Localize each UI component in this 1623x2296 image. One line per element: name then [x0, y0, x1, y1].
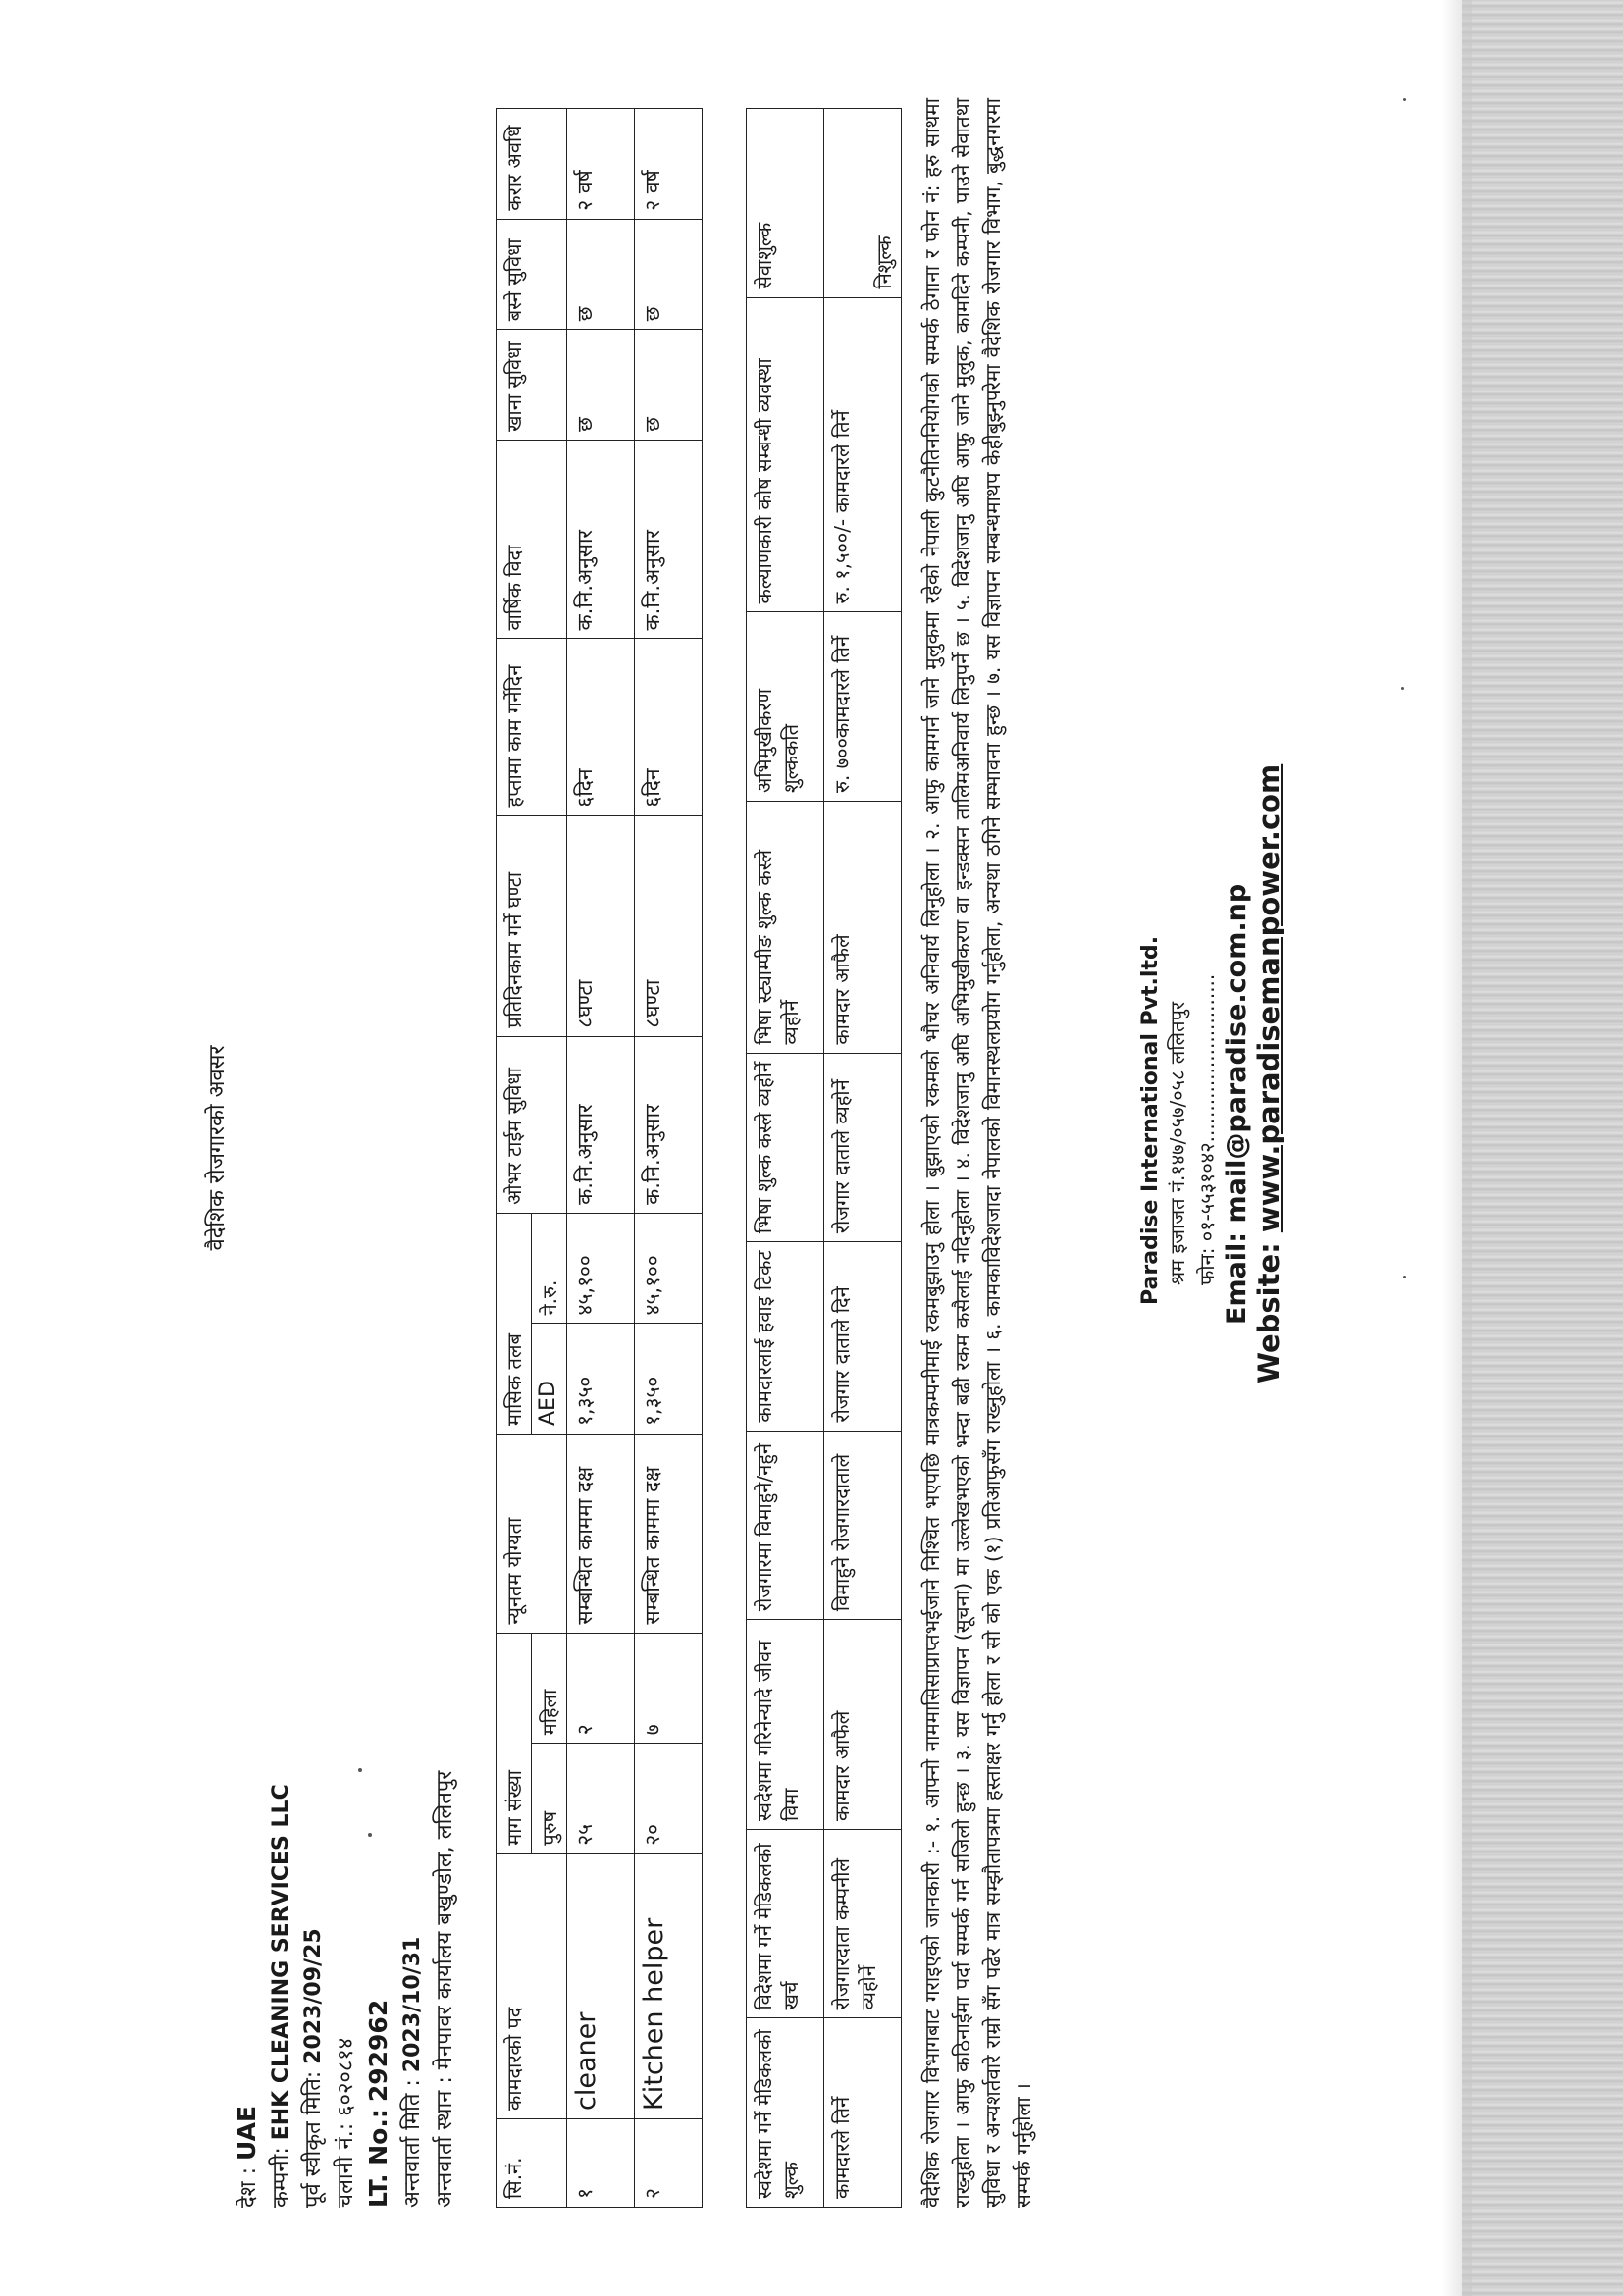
cost-value: विमाहुने रोजगारदाताले — [824, 1431, 902, 1620]
cell-food: छ — [635, 330, 703, 441]
website-label: Website: — [1252, 1242, 1285, 1383]
header-overtime: ओभर टाईम सुविधा — [497, 1036, 567, 1213]
cell-aed: १,३५० — [635, 1324, 703, 1435]
cell-sn: २ — [635, 2118, 703, 2207]
header-sn: सि.नं. — [497, 2118, 567, 2207]
agency-website[interactable]: www.paradisemanpower.com — [1252, 763, 1285, 1233]
cell-npr: ४५,१०० — [635, 1213, 703, 1324]
header-aed: AED — [532, 1324, 567, 1435]
cell-annual-leave: क.नि.अनुसार — [567, 440, 635, 639]
header-daily-hours: प्रतिदिनकाम गर्ने घण्टा — [497, 815, 567, 1036]
header-qualification: न्यूनतम योग्यता — [497, 1435, 567, 1634]
table-row — [567, 109, 635, 2208]
agency-email[interactable]: mail@paradise.com.np — [1222, 883, 1252, 1224]
cost-value: रोजगार दाताले व्यहोर्ने — [824, 1053, 902, 1242]
header-npr: ने.रु. — [532, 1213, 567, 1324]
cell-overtime: क.नि.अनुसार — [567, 1036, 635, 1213]
cell-position: Kitchen helper — [635, 1853, 703, 2118]
cell-weekly-days: ६दिन — [567, 639, 635, 815]
agency-license: श्रम इजाजत नं.१४७/०५७/०५८ ललितपुर — [1166, 1001, 1189, 1285]
lt-line — [362, 1325, 396, 2208]
lt-value: 292962 — [364, 1999, 393, 2103]
cell-daily-hours: ८घण्टा — [567, 815, 635, 1036]
preapproval-label: पूर्व स्वीकृत मिति: — [301, 2070, 326, 2208]
header-male: पुरुष — [532, 1744, 567, 1854]
notes-paragraph: वैदेशिक रोजगार विभागबाट गराइएको जानकारी :- १. आफ्नो नाममासिसाप्राप्तभईजाने निश्चित भएपछि मात्रकम्पनीमाई रकमबुझाउनु होला । बुझाएको रकमको भौचर अनिवार्य लिनुहोला । २. आफु कामगर्न जाने मुलुकमा रहेको नेपाली कुटनैतिननियोगको सम्पर्क ठेगाना र फोन नं: हरु साथमा राख्नुहोला । आफु कठिनाईमा पर्दा सम्पर्क गर्न सजिलो हुन्छ । ३. यस विज्ञापन (सूचना) मा उल्लेखभएको भन्दा बढी रकम कसैलाई नदिनुहोला । ४. विदेशजानु अघि अभिमुखीकरण वा इन्डक्सन तालिमअनिवार्य लिनुपर्ने छ । ५. विदेशजानु अघि आफु जाने मुलुक, कामदिने कम्पनी, पाउने सेवातथा सुविधा र अन्यशर्तवारे राम्रो सँग पढेर मात्र सम्झौतापत्रमा हस्ताक्षर गर्नु होला र सो को एक (१) प्रतिआफुसँग राख्नुहोला । ६. कामकाविदेशजादा नेपालको विमानस्थलप्रयोग गर्नुहोला, अन्यथा ठगिने सम्भावना हुन्छ । ७. यस विज्ञापन सम्बन्धमाथप केहीबुझ्नुपरेमा वैदेशिक रोजगार विभाग, बुद्धनगरमा सम्पर्क गर्नुहोला । — [920, 97, 1035, 2208]
cost-value: कामदार आफैले — [824, 801, 902, 1053]
header-weekly-days: हप्तामा काम गर्नेदिन — [497, 639, 567, 815]
cell-female: ७ — [635, 1633, 703, 1744]
header-food: खाना सुविधा — [497, 330, 567, 441]
interview-date-line — [396, 1325, 429, 2208]
header-female: महिला — [532, 1633, 567, 1744]
cost-header: स्वदेशमा गर्ने मेडिकलको शुल्क — [747, 2018, 824, 2208]
cost-header: अभिमुखीकरण शुल्ककति — [747, 612, 824, 802]
cost-header: विदेशमा गर्ने मेडिकलको खर्च — [747, 1830, 824, 2019]
header-position: कामदारको पद — [497, 1853, 567, 2118]
job-table — [496, 108, 703, 2208]
cost-table-header-row — [747, 109, 824, 2208]
country-value: UAE — [233, 2105, 261, 2161]
cell-female: २ — [567, 1633, 635, 1744]
cost-table — [746, 108, 902, 2208]
cost-value: रोजगार दाताले दिने — [824, 1242, 902, 1432]
agency-phone: फोन: ०१-५५३१०४२........................... — [1195, 973, 1219, 1285]
cell-accommodation: छ — [567, 219, 635, 330]
lt-label: LT. No.: — [364, 2109, 393, 2208]
cost-value: रु. १,५००/- कामदारले तिर्ने — [824, 297, 902, 612]
cost-header: रोजगारमा विमाहुने/नहुने — [747, 1431, 824, 1620]
agency-website-line — [1252, 736, 1285, 1383]
preapproval-line — [297, 1325, 330, 2208]
cell-npr: ४५,१०० — [567, 1213, 635, 1324]
cell-position: cleaner — [567, 1853, 635, 2118]
interview-date-label: अन्तवार्ता मिति : — [400, 2079, 425, 2208]
cell-male: २५ — [567, 1744, 635, 1854]
company-value: EHK CLEANING SERVICES LLC — [269, 1784, 293, 2141]
dispatch-label: चलानी नं.: — [334, 2122, 358, 2208]
meta-block — [231, 1325, 461, 2208]
cell-daily-hours: ८घण्टा — [635, 815, 703, 1036]
country-line — [231, 1325, 265, 2208]
cell-overtime: क.नि.अनुसार — [635, 1036, 703, 1213]
document-heading: वैदेशिक रोजगारको अवसर — [205, 1045, 230, 1251]
header-contract: करार अवधि — [497, 109, 567, 220]
country-label: देश : — [236, 2166, 261, 2208]
header-salary: मासिक तलब — [497, 1213, 532, 1434]
table-row — [635, 109, 703, 2208]
interview-place-label: अन्तवार्ता स्थान : — [433, 2076, 457, 2208]
document-content — [0, 88, 1623, 2208]
agency-name: Paradise International Pvt.ltd. — [1138, 935, 1163, 1305]
cell-weekly-days: ६दिन — [635, 639, 703, 815]
header-accommodation: बस्ने सुविधा — [497, 219, 567, 330]
cell-sn: १ — [567, 2118, 635, 2207]
agency-email-line — [1222, 736, 1252, 1325]
company-line — [265, 1325, 297, 2208]
cell-qualification: सम्बन्धित काममा दक्ष — [567, 1435, 635, 1634]
cost-header: भिषा स्ट्याम्पीङ शुल्क कस्ले व्यहोर्ने — [747, 801, 824, 1053]
cell-aed: १,३५० — [567, 1324, 635, 1435]
cost-table-value-row — [824, 109, 902, 2208]
cost-header: कल्याणकारी कोष सम्बन्धी व्यवस्था — [747, 297, 824, 612]
interview-place-value: मेनपावर कार्यालय बखुण्डोल, ललितपुर — [433, 1770, 457, 2070]
cell-food: छ — [567, 330, 635, 441]
cost-value: कामदार आफैले — [824, 1620, 902, 1830]
preapproval-value: 2023/09/25 — [301, 1928, 326, 2064]
interview-date-value: 2023/10/31 — [400, 1936, 425, 2073]
dispatch-line — [330, 1325, 362, 2208]
cost-value: रु. ७००कामदारले तिर्ने — [824, 612, 902, 802]
email-label: Email: — [1222, 1231, 1252, 1325]
agency-block — [1138, 736, 1285, 1383]
cell-annual-leave: क.नि.अनुसार — [635, 440, 703, 639]
header-demand: माग संख्या — [497, 1633, 532, 1853]
cell-contract: २ वर्ष — [635, 109, 703, 220]
cell-contract: २ वर्ष — [567, 109, 635, 220]
cost-value: कामदारले तिर्ने — [824, 2018, 902, 2208]
header-annual-leave: वार्षिक विदा — [497, 440, 567, 639]
company-label: कम्पनी: — [269, 2147, 293, 2208]
cell-accommodation: छ — [635, 219, 703, 330]
cost-value: निशुल्क — [824, 109, 902, 298]
cost-header: कामदारलाई हवाइ टिकट — [747, 1242, 824, 1432]
cost-value: रोजगारदाता कम्पनीले व्यहोर्ने — [824, 1830, 902, 2019]
cost-header: स्वदेशमा गरिनेन्यादे जीवन विमा — [747, 1620, 824, 1830]
cell-qualification: सम्बन्धित काममा दक्ष — [635, 1435, 703, 1634]
job-table-header-row — [497, 109, 532, 2208]
dispatch-value: ६०२०८१४ — [334, 2037, 358, 2116]
cost-header: भिषा शुल्क कस्ले व्यहोर्ने — [747, 1053, 824, 1242]
cost-header: सेवाशुल्क — [747, 109, 824, 298]
interview-place-line — [429, 1325, 461, 2208]
cell-male: २० — [635, 1744, 703, 1854]
